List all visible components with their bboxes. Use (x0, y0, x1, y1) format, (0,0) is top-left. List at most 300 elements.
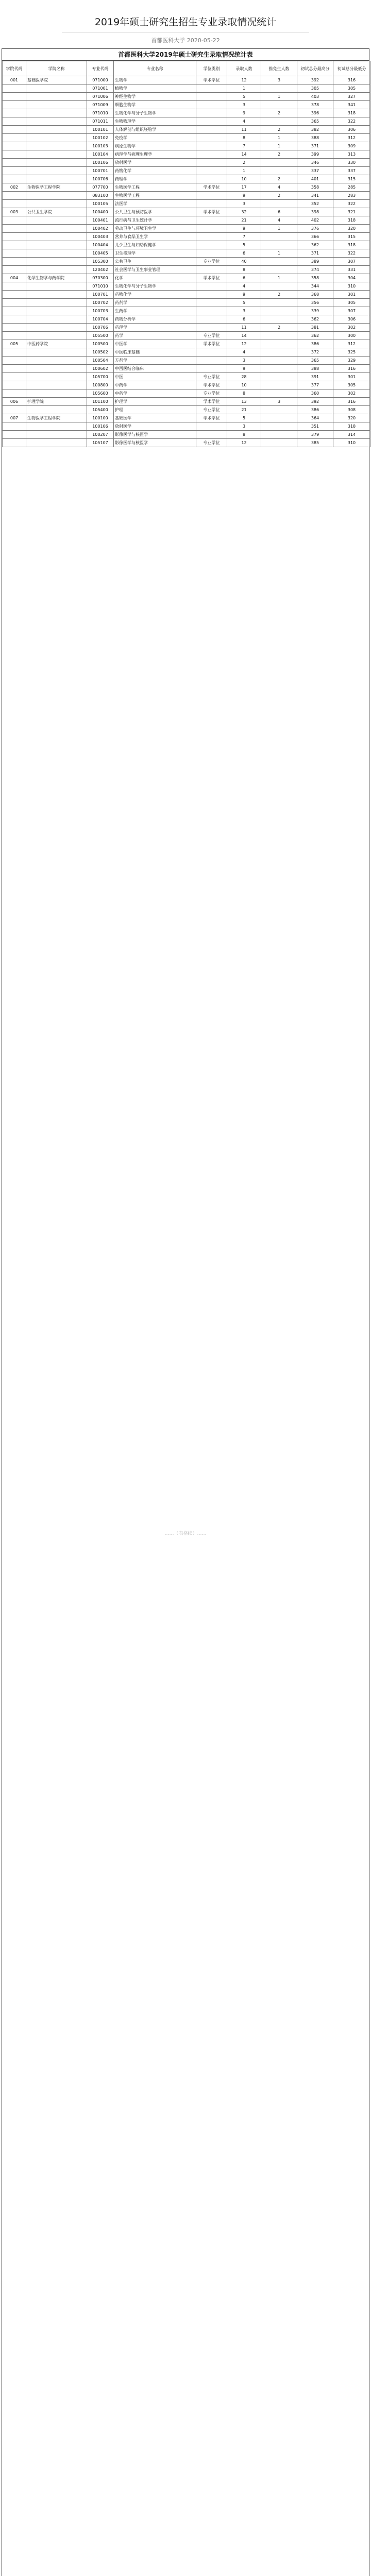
table-row (3, 142, 370, 150)
table-cell: 3 (227, 422, 261, 431)
table-cell (196, 101, 227, 109)
table-cell: 3 (227, 307, 261, 315)
table-continuation (2, 714, 369, 2576)
table-cell: 学术学位 (196, 208, 227, 216)
table-cell: 学术学位 (196, 183, 227, 192)
table-cell: 细胞生物学 (114, 101, 196, 109)
table-cell: 351 (297, 422, 333, 431)
table-cell (3, 258, 26, 266)
table-cell (261, 414, 297, 422)
table-cell (26, 406, 87, 414)
table-cell: 105600 (87, 389, 114, 398)
table-cell (261, 84, 297, 93)
table-cell: 3 (261, 76, 297, 84)
table-cell (261, 332, 297, 340)
table-cell: 306 (333, 315, 370, 324)
table-cell (261, 101, 297, 109)
table-cell: 流行病与卫生统计学 (114, 216, 196, 225)
table-cell (3, 381, 26, 389)
table-cell: 100106 (87, 159, 114, 167)
table-row (3, 258, 370, 266)
table-cell: 1 (261, 225, 297, 233)
table-cell: 100106 (87, 422, 114, 431)
table-cell: 003 (3, 208, 26, 216)
table-cell (26, 307, 87, 315)
table-cell: 388 (297, 365, 333, 373)
table-cell: 071010 (87, 282, 114, 291)
table-cell (3, 373, 26, 381)
table-cell: 083100 (87, 192, 114, 200)
table-row (3, 332, 370, 340)
table-cell: 300 (333, 332, 370, 340)
table-cell: 21 (227, 216, 261, 225)
table-cell (3, 365, 26, 373)
table-cell: 368 (297, 291, 333, 299)
table-cell: 374 (297, 266, 333, 274)
table-cell: 362 (297, 241, 333, 249)
table-cell (196, 117, 227, 126)
table-cell: 28 (227, 373, 261, 381)
table-cell: 366 (297, 233, 333, 241)
table-cell: 21 (227, 406, 261, 414)
table-cell (3, 109, 26, 117)
table-row (3, 431, 370, 439)
table-cell: 影像医学与核医学 (114, 439, 196, 447)
table-cell: 310 (333, 439, 370, 447)
table-cell: 神经生物学 (114, 93, 196, 101)
table-cell: 100703 (87, 307, 114, 315)
table-cell: 4 (227, 348, 261, 357)
table-cell: 3 (261, 398, 297, 406)
table-cell: 371 (297, 142, 333, 150)
table-cell: 341 (333, 101, 370, 109)
admission-sheet (2, 48, 369, 2576)
table-cell: 352 (297, 200, 333, 208)
table-cell: 8 (227, 389, 261, 398)
table-row (3, 357, 370, 365)
table-cell (26, 291, 87, 299)
table-cell (196, 192, 227, 200)
table-cell (26, 357, 87, 365)
table-cell: 1 (261, 134, 297, 142)
table-cell: 100704 (87, 315, 114, 324)
table-cell (3, 324, 26, 332)
table-cell: 100706 (87, 175, 114, 183)
table-cell: 307 (333, 258, 370, 266)
table-cell: 329 (333, 357, 370, 365)
table-cell (196, 109, 227, 117)
table-cell: 学术学位 (196, 414, 227, 422)
table-cell: 105107 (87, 439, 114, 447)
table-cell: 105700 (87, 373, 114, 381)
table-cell: 12 (227, 76, 261, 84)
column-header: 学院代码 (3, 61, 26, 76)
table-row (3, 109, 370, 117)
table-cell: 004 (3, 274, 26, 282)
table-cell: 379 (297, 431, 333, 439)
table-cell: 11 (227, 324, 261, 332)
table-cell: 316 (333, 365, 370, 373)
table-cell (26, 233, 87, 241)
table-cell: 专业学位 (196, 406, 227, 414)
table-cell (26, 266, 87, 274)
table-cell: 7 (227, 233, 261, 241)
table-cell (26, 175, 87, 183)
table-cell: 学术学位 (196, 381, 227, 389)
table-cell: 362 (297, 315, 333, 324)
table-cell: 1 (261, 142, 297, 150)
table-cell (261, 431, 297, 439)
table-cell (261, 307, 297, 315)
table-cell: 生物医学工程 (114, 183, 196, 192)
table-cell (3, 159, 26, 167)
table-row (3, 299, 370, 307)
table-cell: 120402 (87, 266, 114, 274)
table-cell (3, 291, 26, 299)
table-cell: 专业学位 (196, 332, 227, 340)
table-row (3, 249, 370, 258)
table-cell: 14 (227, 332, 261, 340)
table-cell: 100103 (87, 142, 114, 150)
table-cell (3, 266, 26, 274)
table-cell (3, 389, 26, 398)
table-cell: 8 (227, 431, 261, 439)
table-cell: 301 (333, 291, 370, 299)
table-cell (26, 134, 87, 142)
table-cell (26, 225, 87, 233)
table-cell: 364 (297, 414, 333, 422)
table-cell (261, 373, 297, 381)
table-cell (196, 159, 227, 167)
table-cell: 学术学位 (196, 76, 227, 84)
table-cell (3, 117, 26, 126)
table-cell: 401 (297, 175, 333, 183)
table-cell: 中药学 (114, 381, 196, 389)
table-row (3, 150, 370, 159)
table-cell (3, 357, 26, 365)
table-cell: 14 (227, 150, 261, 159)
table-cell (261, 315, 297, 324)
table-cell: 2 (227, 159, 261, 167)
table-cell: 305 (297, 84, 333, 93)
table-cell: 381 (297, 324, 333, 332)
table-row (3, 117, 370, 126)
table-cell: 371 (297, 249, 333, 258)
table-cell: 儿少卫生与妇幼保健学 (114, 241, 196, 249)
table-cell: 药物化学 (114, 291, 196, 299)
table-cell: 影像医学与核医学 (114, 431, 196, 439)
table-cell: 285 (333, 183, 370, 192)
table-cell: 植物学 (114, 84, 196, 93)
table-cell: 100602 (87, 365, 114, 373)
column-header: 学院名称 (26, 61, 87, 76)
table-cell: 309 (333, 142, 370, 150)
table-cell: 077700 (87, 183, 114, 192)
table-cell (261, 439, 297, 447)
table-cell: 314 (333, 431, 370, 439)
table-cell (196, 307, 227, 315)
table-cell (26, 142, 87, 150)
table-cell: 9 (227, 225, 261, 233)
table-cell: 6 (227, 249, 261, 258)
table-cell: 药物化学 (114, 167, 196, 175)
table-cell: 302 (333, 324, 370, 332)
table-row (3, 422, 370, 431)
table-cell (26, 324, 87, 332)
table-cell: 305 (333, 299, 370, 307)
table-cell (26, 365, 87, 373)
table-cell: 100500 (87, 340, 114, 348)
table-cell: 402 (297, 216, 333, 225)
table-cell (261, 348, 297, 357)
table-cell: 病理学与病理生理学 (114, 150, 196, 159)
table-row (3, 266, 370, 274)
table-cell (196, 93, 227, 101)
table-cell (196, 216, 227, 225)
table-cell: 396 (297, 109, 333, 117)
table-cell: 318 (333, 422, 370, 431)
table-cell: 378 (297, 101, 333, 109)
table-cell (196, 200, 227, 208)
table-row (3, 192, 370, 200)
table-row (3, 274, 370, 282)
table-cell (3, 315, 26, 324)
column-header: 初试总分最高分 (297, 61, 333, 76)
table-cell (196, 233, 227, 241)
table-cell: 100101 (87, 126, 114, 134)
table-cell (26, 332, 87, 340)
table-cell: 护理学院 (26, 398, 87, 406)
table-cell: 9 (227, 109, 261, 117)
table-cell (26, 422, 87, 431)
table-cell: 中医 (114, 373, 196, 381)
table-cell (196, 365, 227, 373)
table-cell: 基础医学 (114, 414, 196, 422)
table-cell (3, 422, 26, 431)
table-row (3, 406, 370, 414)
table-cell: 中西医结合临床 (114, 365, 196, 373)
table-cell: 药物分析学 (114, 315, 196, 324)
table-cell (261, 258, 297, 266)
table-row (3, 84, 370, 93)
table-cell (196, 84, 227, 93)
table-cell: 001 (3, 76, 26, 84)
table-cell (26, 200, 87, 208)
table-cell (196, 282, 227, 291)
table-cell: 17 (227, 183, 261, 192)
table-cell: 358 (297, 183, 333, 192)
table-row (3, 373, 370, 381)
table-cell: 2 (261, 192, 297, 200)
table-cell (3, 249, 26, 258)
table-cell: 318 (333, 216, 370, 225)
table-cell: 304 (333, 274, 370, 282)
table-cell: 生物学 (114, 76, 196, 84)
table-cell: 10 (227, 175, 261, 183)
table-cell: 专业学位 (196, 373, 227, 381)
table-row (3, 225, 370, 233)
table-cell: 2 (261, 150, 297, 159)
table-cell: 398 (297, 208, 333, 216)
page-title: 2019年硕士研究生招生专业录取情况统计 (94, 16, 277, 28)
table-cell: 377 (297, 381, 333, 389)
table-cell: 100102 (87, 134, 114, 142)
table-title: 首都医科大学2019年硕士研究生录取情况统计表 (2, 49, 369, 61)
table-cell: 劳动卫生与环境卫生学 (114, 225, 196, 233)
table-cell: 389 (297, 258, 333, 266)
table-cell (261, 159, 297, 167)
table-cell: 365 (297, 117, 333, 126)
table-cell: 302 (333, 389, 370, 398)
table-cell: 382 (297, 126, 333, 134)
table-cell: 1 (261, 93, 297, 101)
table-cell: 药剂学 (114, 299, 196, 307)
table-cell (196, 167, 227, 175)
table-cell: 生物化学与分子生物学 (114, 109, 196, 117)
table-cell: 392 (297, 76, 333, 84)
table-row (3, 134, 370, 142)
table-cell (26, 348, 87, 357)
table-cell (196, 299, 227, 307)
table-cell: 322 (333, 117, 370, 126)
table-cell (3, 348, 26, 357)
table-cell (26, 389, 87, 398)
table-cell: 344 (297, 282, 333, 291)
table-row (3, 324, 370, 332)
table-cell: 4 (261, 183, 297, 192)
table-cell: 330 (333, 159, 370, 167)
table-cell: 5 (227, 414, 261, 422)
table-row (3, 175, 370, 183)
table-cell: 生物医学工程学院 (26, 414, 87, 422)
table-cell: 中医学 (114, 340, 196, 348)
table-cell: 专业学位 (196, 439, 227, 447)
table-cell: 100105 (87, 200, 114, 208)
table-cell: 药理学 (114, 175, 196, 183)
table-cell (261, 357, 297, 365)
table-row (3, 76, 370, 84)
table-cell (196, 241, 227, 249)
table-cell: 100504 (87, 357, 114, 365)
table-row (3, 340, 370, 348)
table-row (3, 389, 370, 398)
table-cell (3, 134, 26, 142)
table-cell (3, 216, 26, 225)
table-cell: 403 (297, 93, 333, 101)
table-cell: 322 (333, 200, 370, 208)
table-cell: 6 (227, 274, 261, 282)
table-cell: 337 (333, 167, 370, 175)
table-cell: 386 (297, 340, 333, 348)
table-cell (26, 439, 87, 447)
table-cell: 320 (333, 225, 370, 233)
table-row (3, 101, 370, 109)
table-cell: 人体解剖与组织胚胎学 (114, 126, 196, 134)
table-cell (196, 175, 227, 183)
table-cell: 100404 (87, 241, 114, 249)
table-cell: 7 (227, 142, 261, 150)
table-cell: 3 (227, 101, 261, 109)
table-cell (196, 150, 227, 159)
table-cell (26, 299, 87, 307)
table-cell: 376 (297, 225, 333, 233)
table-cell: 3 (227, 200, 261, 208)
table-cell (3, 126, 26, 134)
table-cell: 化学生物学与药学院 (26, 274, 87, 282)
table-cell (261, 117, 297, 126)
table-row (3, 233, 370, 241)
table-cell: 006 (3, 398, 26, 406)
table-cell: 5 (227, 93, 261, 101)
table-cell (261, 389, 297, 398)
table-cell: 生物物理学 (114, 117, 196, 126)
table-cell (3, 406, 26, 414)
table-cell: 护理学 (114, 398, 196, 406)
table-cell: 310 (333, 282, 370, 291)
table-row (3, 93, 370, 101)
table-cell: 生药学 (114, 307, 196, 315)
table-cell: 007 (3, 414, 26, 422)
table-cell: 002 (3, 183, 26, 192)
table-cell: 免疫学 (114, 134, 196, 142)
table-cell: 营养与食品卫生学 (114, 233, 196, 241)
table-cell: 学术学位 (196, 340, 227, 348)
table-cell (3, 175, 26, 183)
column-header: 专业名称 (114, 61, 196, 76)
table-cell: 071001 (87, 84, 114, 93)
table-cell (261, 233, 297, 241)
table-cell: 005 (3, 340, 26, 348)
table-cell: 2 (261, 324, 297, 332)
table-cell: 101100 (87, 398, 114, 406)
table-cell (261, 299, 297, 307)
table-cell: 1 (261, 274, 297, 282)
table-cell: 100104 (87, 150, 114, 159)
table-cell (196, 422, 227, 431)
table-cell: 4 (227, 282, 261, 291)
table-cell: 卫生毒理学 (114, 249, 196, 258)
table-cell: 药学 (114, 332, 196, 340)
table-cell: 3 (227, 357, 261, 365)
table-cell: 6 (261, 208, 297, 216)
table-row (3, 315, 370, 324)
table-cell: 药理学 (114, 324, 196, 332)
table-cell: 070300 (87, 274, 114, 282)
table-cell (3, 200, 26, 208)
table-cell (196, 142, 227, 150)
table-cell (3, 192, 26, 200)
table-cell: 358 (297, 274, 333, 282)
table-cell: 4 (227, 117, 261, 126)
table-cell (26, 315, 87, 324)
table-cell: 8 (227, 266, 261, 274)
table-cell (196, 134, 227, 142)
table-row (3, 159, 370, 167)
table-cell: 316 (333, 76, 370, 84)
table-cell: 312 (333, 340, 370, 348)
table-cell: 100706 (87, 324, 114, 332)
table-cell (3, 299, 26, 307)
table-cell: 321 (333, 208, 370, 216)
table-cell: 9 (227, 192, 261, 200)
table-cell: 公共卫生与预防医学 (114, 208, 196, 216)
column-header: 专业代码 (87, 61, 114, 76)
table-cell (196, 315, 227, 324)
table-cell (3, 84, 26, 93)
table-cell: 071009 (87, 101, 114, 109)
table-cell: 305 (333, 84, 370, 93)
table-cell: 5 (227, 241, 261, 249)
